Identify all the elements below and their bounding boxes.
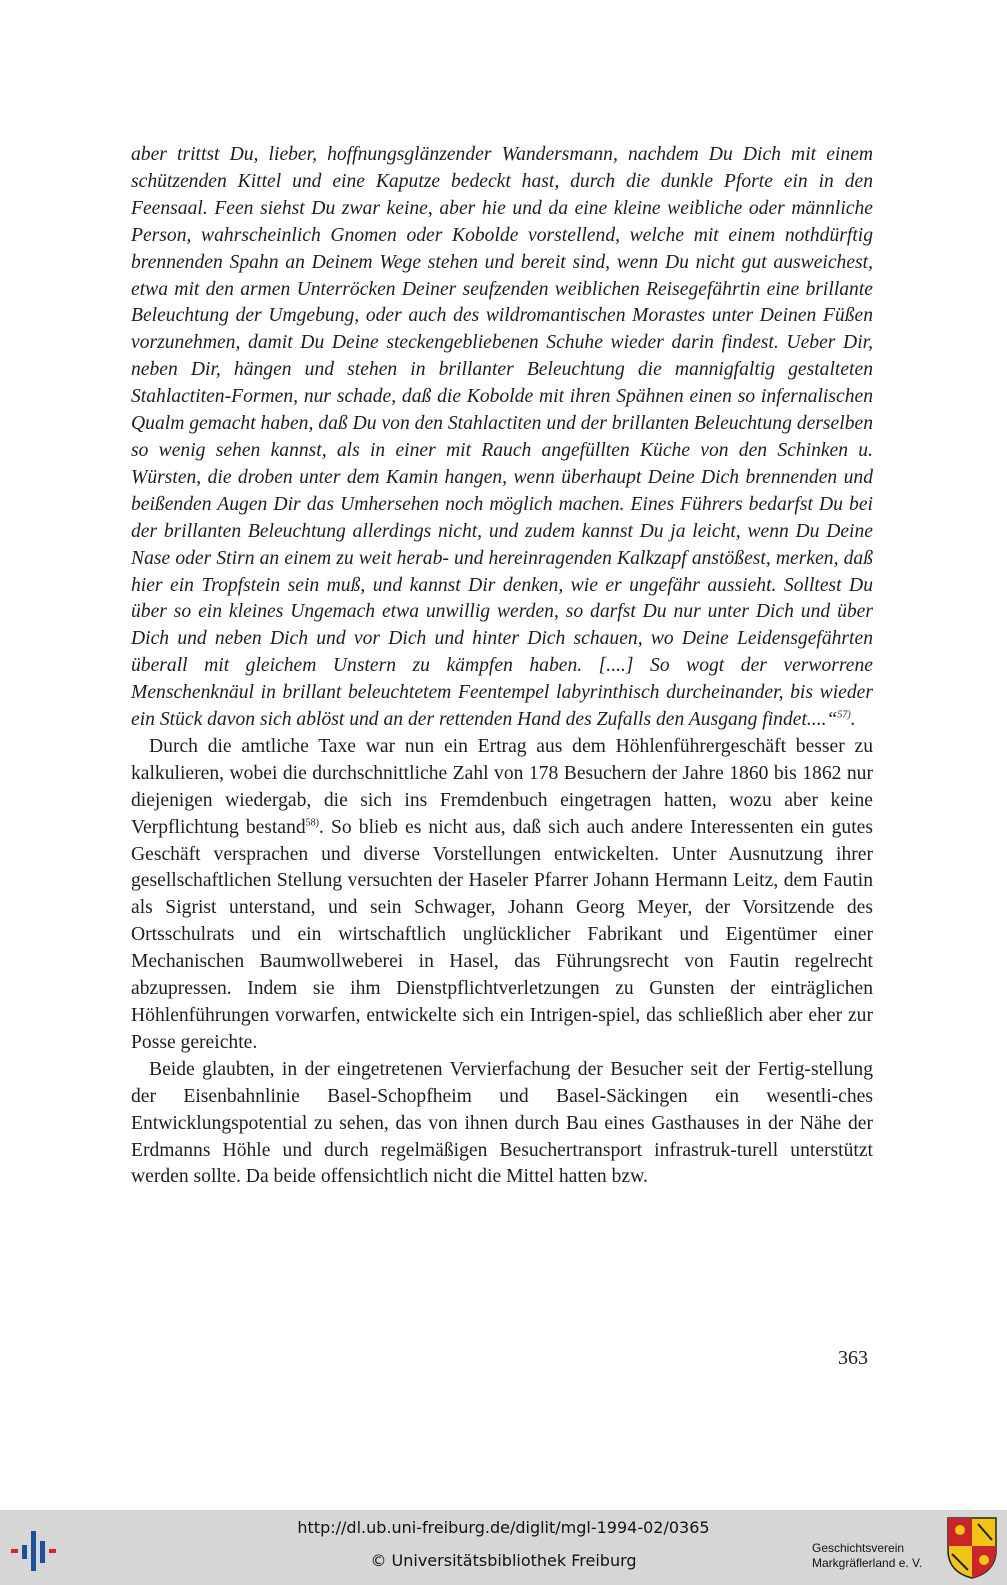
page-number: 363: [838, 1347, 868, 1369]
paragraph-2: Beide glaubten, in der eingetretenen Vervierfachung der Besucher seit der Fertig-stellung der Eisenbahnlinie Basel-Schopfheim und Basel-Säckingen ein wesentli-ches Entwicklungspotential zu sehen, das von ihnen durch Bau eines Gasthauses in der Nähe der Erdmanns Höhle und durch regelmäßigen Besuchertransport infrastruk-turell unterstützt werden sollte. Da beide offensichtlich nicht die Mittel hatten bzw.: [131, 1058, 873, 1188]
document-url-link[interactable]: http://dl.ub.uni-freiburg.de/diglit/mgl-1994-02/0365: [297, 1518, 710, 1537]
footnote-ref-58[interactable]: 58): [305, 817, 320, 829]
paragraph-1-text: Durch die amtliche Taxe war nun ein Ertrag aus dem Höhlenführergeschäft besser zu kalkulieren, wobei die durchschnittliche Zahl von 178 Besuchern der Jahre 1860 bis 1862 nur diejenigen wiedergab, die sich ins Fremdenbuch eingetragen hatten, wozu aber keine Verpflichtung bestand: [131, 735, 873, 838]
page-body: [131, 142, 873, 1191]
footer-bar: [0, 1510, 1007, 1585]
footnote-ref-57[interactable]: 57): [837, 709, 851, 721]
paragraph-1-continuation: . So blieb es nicht aus, daß sich auch andere Interessenten ein gutes Geschäft versprachen und diverse Vorstellungen entwickelten. Unter Ausnutzung ihrer gesellschaftlichen Stellung versuchten der Haseler Pfarrer Johann Hermann Leitz, dem Fautin als Sigrist unterstand, und sein Schwager, Johann Georg Meyer, der Vorsitzende des Ortsschulrats und ein wirtschaftlich unglücklicher Fabrikant und Eigentümer einer Mechanischen Baumwollweberei in Hasel, das Führungsrecht von Fautin regelrecht abzupressen. Indem sie ihm Dienstpflichtverletzungen zu Gunsten der einträglichen Höhlenführungen vorwarfen, entwickelte sich ein Intrigen-spiel, das schließlich aber eher zur Posse gereichte.: [131, 816, 873, 1053]
quote-text: aber trittst Du, lieber, hoffnungsglänzender Wandersmann, nachdem Du Dich mit einem schützenden Kittel und eine Kaputze bedeckt hast, durch die dunkle Pforte ein in den Feensaal. Feen siehst Du zwar keine, aber hie und da eine kleine weibliche oder männliche Person, wahrscheinlich Gnomen oder Kobolde vorstellend, welche mit einem nothdürftig brennenden Spahn an Deinem Wege stehen und bereit sind, wenn Du nicht gut ausweichest, etwa mit den armen Unterröcken Deiner seufzenden weiblichen Reisegefährtin eine brillante Beleuchtung der Umgebung, oder auch des wildromantischen Morastes unter Deinen Füßen vorzunehmen, damit Du Deine steckengebliebenen Schuhe wieder darin findest. Ueber Dir, neben Dir, hängen und stehen in brillanter Beleuchtung die mannigfaltig gestalteten Stahlactiten-Formen, nur schade, daß die Kobolde mit ihren Spähnen einen so infernalischen Qualm gemacht haben, daß Du von den Stahlactiten und der brillanten Beleuchtung derselben so wenig sehen kannst, als in einer mit Rauch angefüllten Küche von den Schinken u. Würsten, die droben unter dem Kamin hangen, wenn überhaupt Deine Dich brennenden und beißenden Augen Dir das Umhersehen noch möglich machen. Eines Führers bedarfst Du bei der brillanten Beleuchtung allerdings nicht, und zudem kannst Du ja leicht, wenn Du Deine Nase oder Stirn an einem zu weit herab- und hereinragenden Kalkzapf anstößest, merken, daß hier ein Tropfstein sein muß, und kannst Dir denken, wie er ungefähr aussieht. Solltest Du über so ein kleines Ungemach etwa unwillig werden, so darfst Du nur unter Dich und über Dich und neben Dich und vor Dich und hinter Dich schauen, wo Deine Leidensgefährten überall mit gleichem Unstern zu kämpfen haben. [....] So wogt der verworrene Menschenknäul in brillant beleuchtetem Feentempel labyrinthisch durcheinander, bis wieder ein Stück davon sich ablöst und an der rettenden Hand des Zufalls den Ausgang findet....“: [131, 144, 873, 731]
society-name: [812, 1541, 942, 1571]
copyright-notice: © Universitätsbibliothek Freiburg: [370, 1551, 637, 1570]
coat-of-arms-icon: [946, 1516, 998, 1580]
block-quote: [131, 142, 873, 734]
society-name-line-1: Geschichtsverein: [812, 1541, 905, 1555]
society-name-line-2: Markgräflerland e. V.: [812, 1556, 923, 1570]
quote-end: .: [850, 709, 856, 731]
paragraph-1: [131, 734, 873, 1057]
